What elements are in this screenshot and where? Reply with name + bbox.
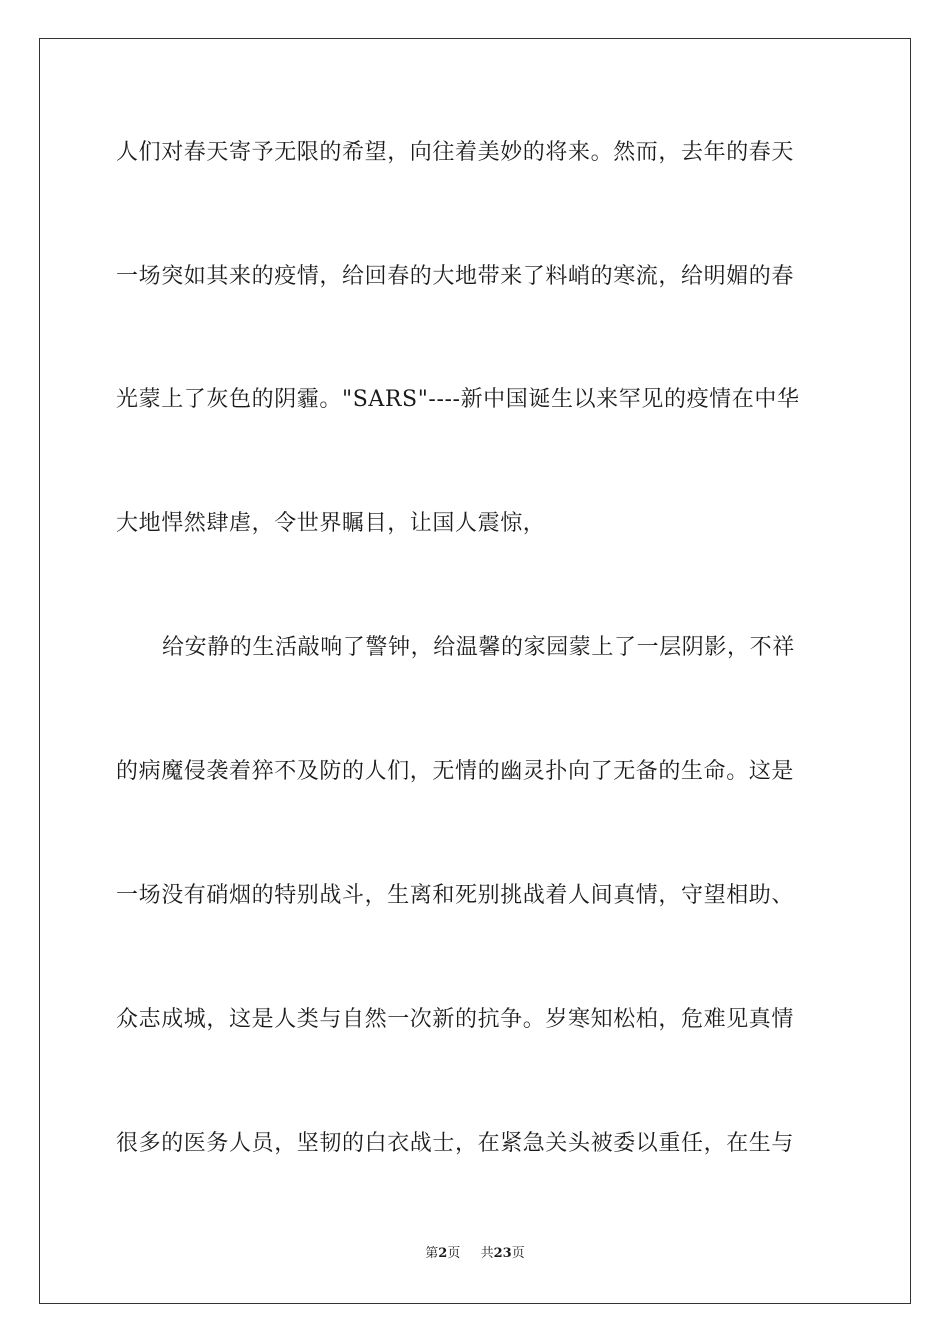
page-footer (0, 1245, 950, 1263)
total-page-count: 23 (493, 1246, 512, 1261)
body-text-line: 一场突如其来的疫情，给回春的大地带来了料峭的寒流，给明媚的春 (116, 264, 795, 289)
body-text-line: 大地悍然肆虐，令世界瞩目，让国人震惊， (116, 511, 546, 536)
body-text-line: 众志成城，这是人类与自然一次新的抗争。岁寒知松柏，危难见真情 (116, 1007, 795, 1032)
body-text-line: 人们对春天寄予无限的希望，向往着美妙的将来。然而，去年的春天 (116, 140, 795, 165)
body-text-line: 一场没有硝烟的特别战斗，生离和死别挑战着人间真情，守望相助、 (116, 883, 795, 908)
body-text-line: 光蒙上了灰色的阴霾。"SARS"----新中国诞生以来罕见的疫情在中华 (116, 387, 800, 412)
body-text-line: 很多的医务人员，坚韧的白衣战士，在紧急关头被委以重任，在生与 (116, 1131, 795, 1156)
page-border (39, 38, 911, 1304)
total-pages-label: 共23页 (480, 1246, 525, 1261)
paragraph-first-line: 给安静的生活敲响了警钟，给温馨的家园蒙上了一层阴影，不祥 (162, 635, 795, 660)
page-number-label: 第2页 (425, 1246, 461, 1261)
body-text-line: 的病魔侵袭着猝不及防的人们，无情的幽灵扑向了无备的生命。这是 (116, 759, 795, 784)
current-page-number: 2 (438, 1246, 448, 1261)
